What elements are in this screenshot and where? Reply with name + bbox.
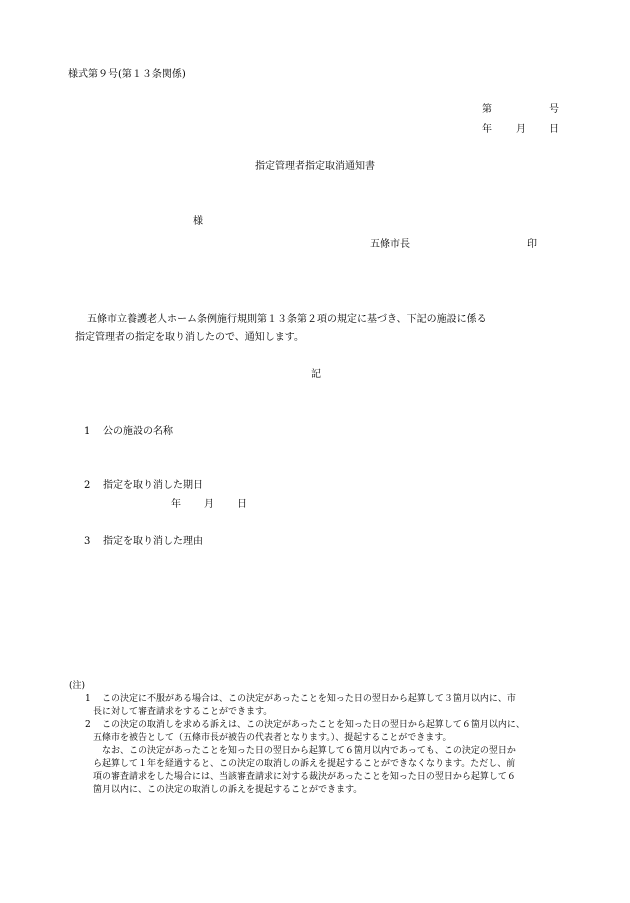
- note-1-line-2: 長に対して審査請求をすることができます。: [93, 707, 273, 717]
- note-2-line-5: 項の審査請求をした場合には、当該審査請求に対する裁決があったことを知った日の翌日から起算して６: [93, 772, 516, 782]
- number-prefix: 第: [482, 104, 492, 115]
- issue-date-year: 年: [482, 124, 492, 135]
- note-2-line-1: この決定の取消しを求める訴えは、この決定があったことを知った日の翌日から起算して６箇月以内に、: [102, 720, 525, 730]
- item-3-number: 3: [84, 536, 91, 547]
- note-2-line-3: なお、この決定があったことを知った日の翌日から起算して６箇月以内であっても、この決定の翌日か: [102, 746, 516, 756]
- document-title: 指定管理者指定取消通知書: [255, 161, 375, 172]
- issuer-name: 五條市長: [370, 239, 410, 250]
- issue-date-month: 月: [516, 124, 526, 135]
- item-2-label: 指定を取り消した期日: [103, 480, 203, 491]
- item-2-date-month: 月: [204, 499, 214, 510]
- item-2-date-year: 年: [171, 499, 181, 510]
- item-3-label: 指定を取り消した理由: [103, 536, 203, 547]
- form-label: 様式第９号(第１３条関係): [68, 69, 186, 80]
- note-1-line-1: この決定に不服がある場合は、この決定があったことを知った日の翌日から起算して３箇月以内に、市: [102, 694, 516, 704]
- note-2-line-4: ら起算して１年を経過すると、この決定の取消しの訴えを提起することができなくなります。ただし、前: [93, 759, 516, 769]
- number-suffix: 号: [549, 104, 559, 115]
- item-1-number: 1: [84, 426, 91, 437]
- notes-header: (注): [69, 681, 86, 691]
- body-line-1: 五條市立養護老人ホーム条例施行規則第１３条第２項の規定に基づき、下記の施設に係る: [87, 314, 487, 325]
- issue-date-day: 日: [549, 124, 559, 135]
- note-2-line-6: 箇月以内に、この決定の取消しの訴えを提起することができます。: [93, 785, 363, 795]
- item-2-number: 2: [84, 480, 91, 491]
- note-1-number: 1: [85, 694, 91, 704]
- item-1-label: 公の施設の名称: [103, 426, 173, 437]
- body-line-2: 指定管理者の指定を取り消したので、通知します。: [75, 332, 304, 343]
- seal-mark: 印: [527, 239, 537, 250]
- ki-heading: 記: [311, 369, 321, 380]
- item-2-date-day: 日: [237, 499, 247, 510]
- note-2-number: 2: [85, 720, 91, 730]
- note-2-line-2: 五條市を被告として（五條市長が被告の代表者となります。）、提起することができます。: [93, 733, 452, 743]
- addressee-suffix: 様: [193, 216, 203, 227]
